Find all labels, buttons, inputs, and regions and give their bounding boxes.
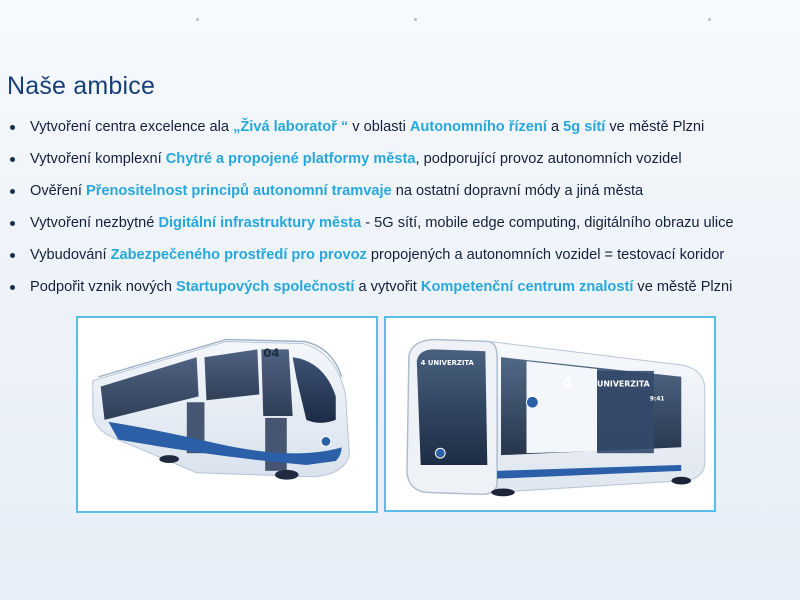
bullet-dot-icon: [10, 189, 15, 194]
highlighted-text: Zabezpečeného prostředí pro provoz: [110, 247, 367, 263]
bullet-dot-icon: [10, 253, 15, 258]
tram-illustration-icon: [78, 318, 376, 511]
highlighted-text: Autonomního řízení: [409, 119, 547, 135]
body-text: Podpořit vznik nových: [30, 279, 177, 295]
body-text: propojených a autonomních vozidel = testovací koridor: [366, 247, 725, 263]
highlighted-text: „Živá laboratoř “: [233, 119, 349, 135]
body-text: v oblasti: [348, 119, 410, 135]
bullet-dot-icon: [10, 285, 15, 290]
ambition-list: [10, 116, 800, 308]
body-text: Vybudování: [30, 247, 111, 263]
ambition-item: [10, 244, 800, 276]
tram-image: [76, 316, 378, 513]
shuttle-image: [384, 316, 716, 512]
shuttle-side-time: 9:41: [649, 396, 665, 403]
body-text: , podporující provoz autonomních vozidel: [415, 151, 682, 167]
body-text: Ověření: [30, 183, 86, 199]
bullet-dot-icon: [10, 221, 15, 226]
ambition-item: [10, 148, 800, 180]
ambition-item: [10, 180, 800, 212]
bullet-dot-icon: [10, 125, 15, 130]
slide-title: Naše ambice: [7, 72, 156, 100]
ambition-item: [10, 116, 800, 148]
highlighted-text: Kompetenční centrum znalostí: [420, 279, 634, 295]
body-text: ve městě Plzni: [605, 119, 705, 135]
highlighted-text: Přenositelnost principů autonomní tramvaje: [85, 183, 392, 199]
highlighted-text: Digitální infrastruktury města: [158, 215, 362, 231]
body-text: a vytvořit: [354, 279, 421, 295]
body-text: - 5G sítí, mobile edge computing, digitálního obrazu ulice: [361, 215, 734, 231]
top-decoration: [0, 0, 800, 30]
shuttle-front-route-label: 4 UNIVERZITA: [420, 359, 474, 368]
shuttle-route-number: 4: [561, 373, 573, 393]
body-text: a: [546, 119, 564, 135]
ambition-item: [10, 212, 800, 244]
highlighted-text: 5g sítí: [563, 119, 606, 135]
body-text: Vytvoření komplexní: [30, 151, 166, 167]
highlighted-text: Startupových společností: [176, 279, 355, 295]
tram-route-number: 04: [263, 346, 280, 361]
autonomous-shuttle-illustration-icon: [386, 318, 714, 510]
shuttle-side-destination: UNIVERZITA: [597, 379, 650, 389]
bullet-dot-icon: [10, 157, 15, 162]
body-text: na ostatní dopravní módy a jiná města: [391, 183, 644, 199]
body-text: Vytvoření nezbytné: [30, 215, 159, 231]
ambition-item: [10, 276, 800, 308]
body-text: ve městě Plzni: [633, 279, 733, 295]
highlighted-text: Chytré a propojené platformy města: [165, 151, 416, 167]
body-text: Vytvoření centra excelence ala: [30, 119, 234, 135]
